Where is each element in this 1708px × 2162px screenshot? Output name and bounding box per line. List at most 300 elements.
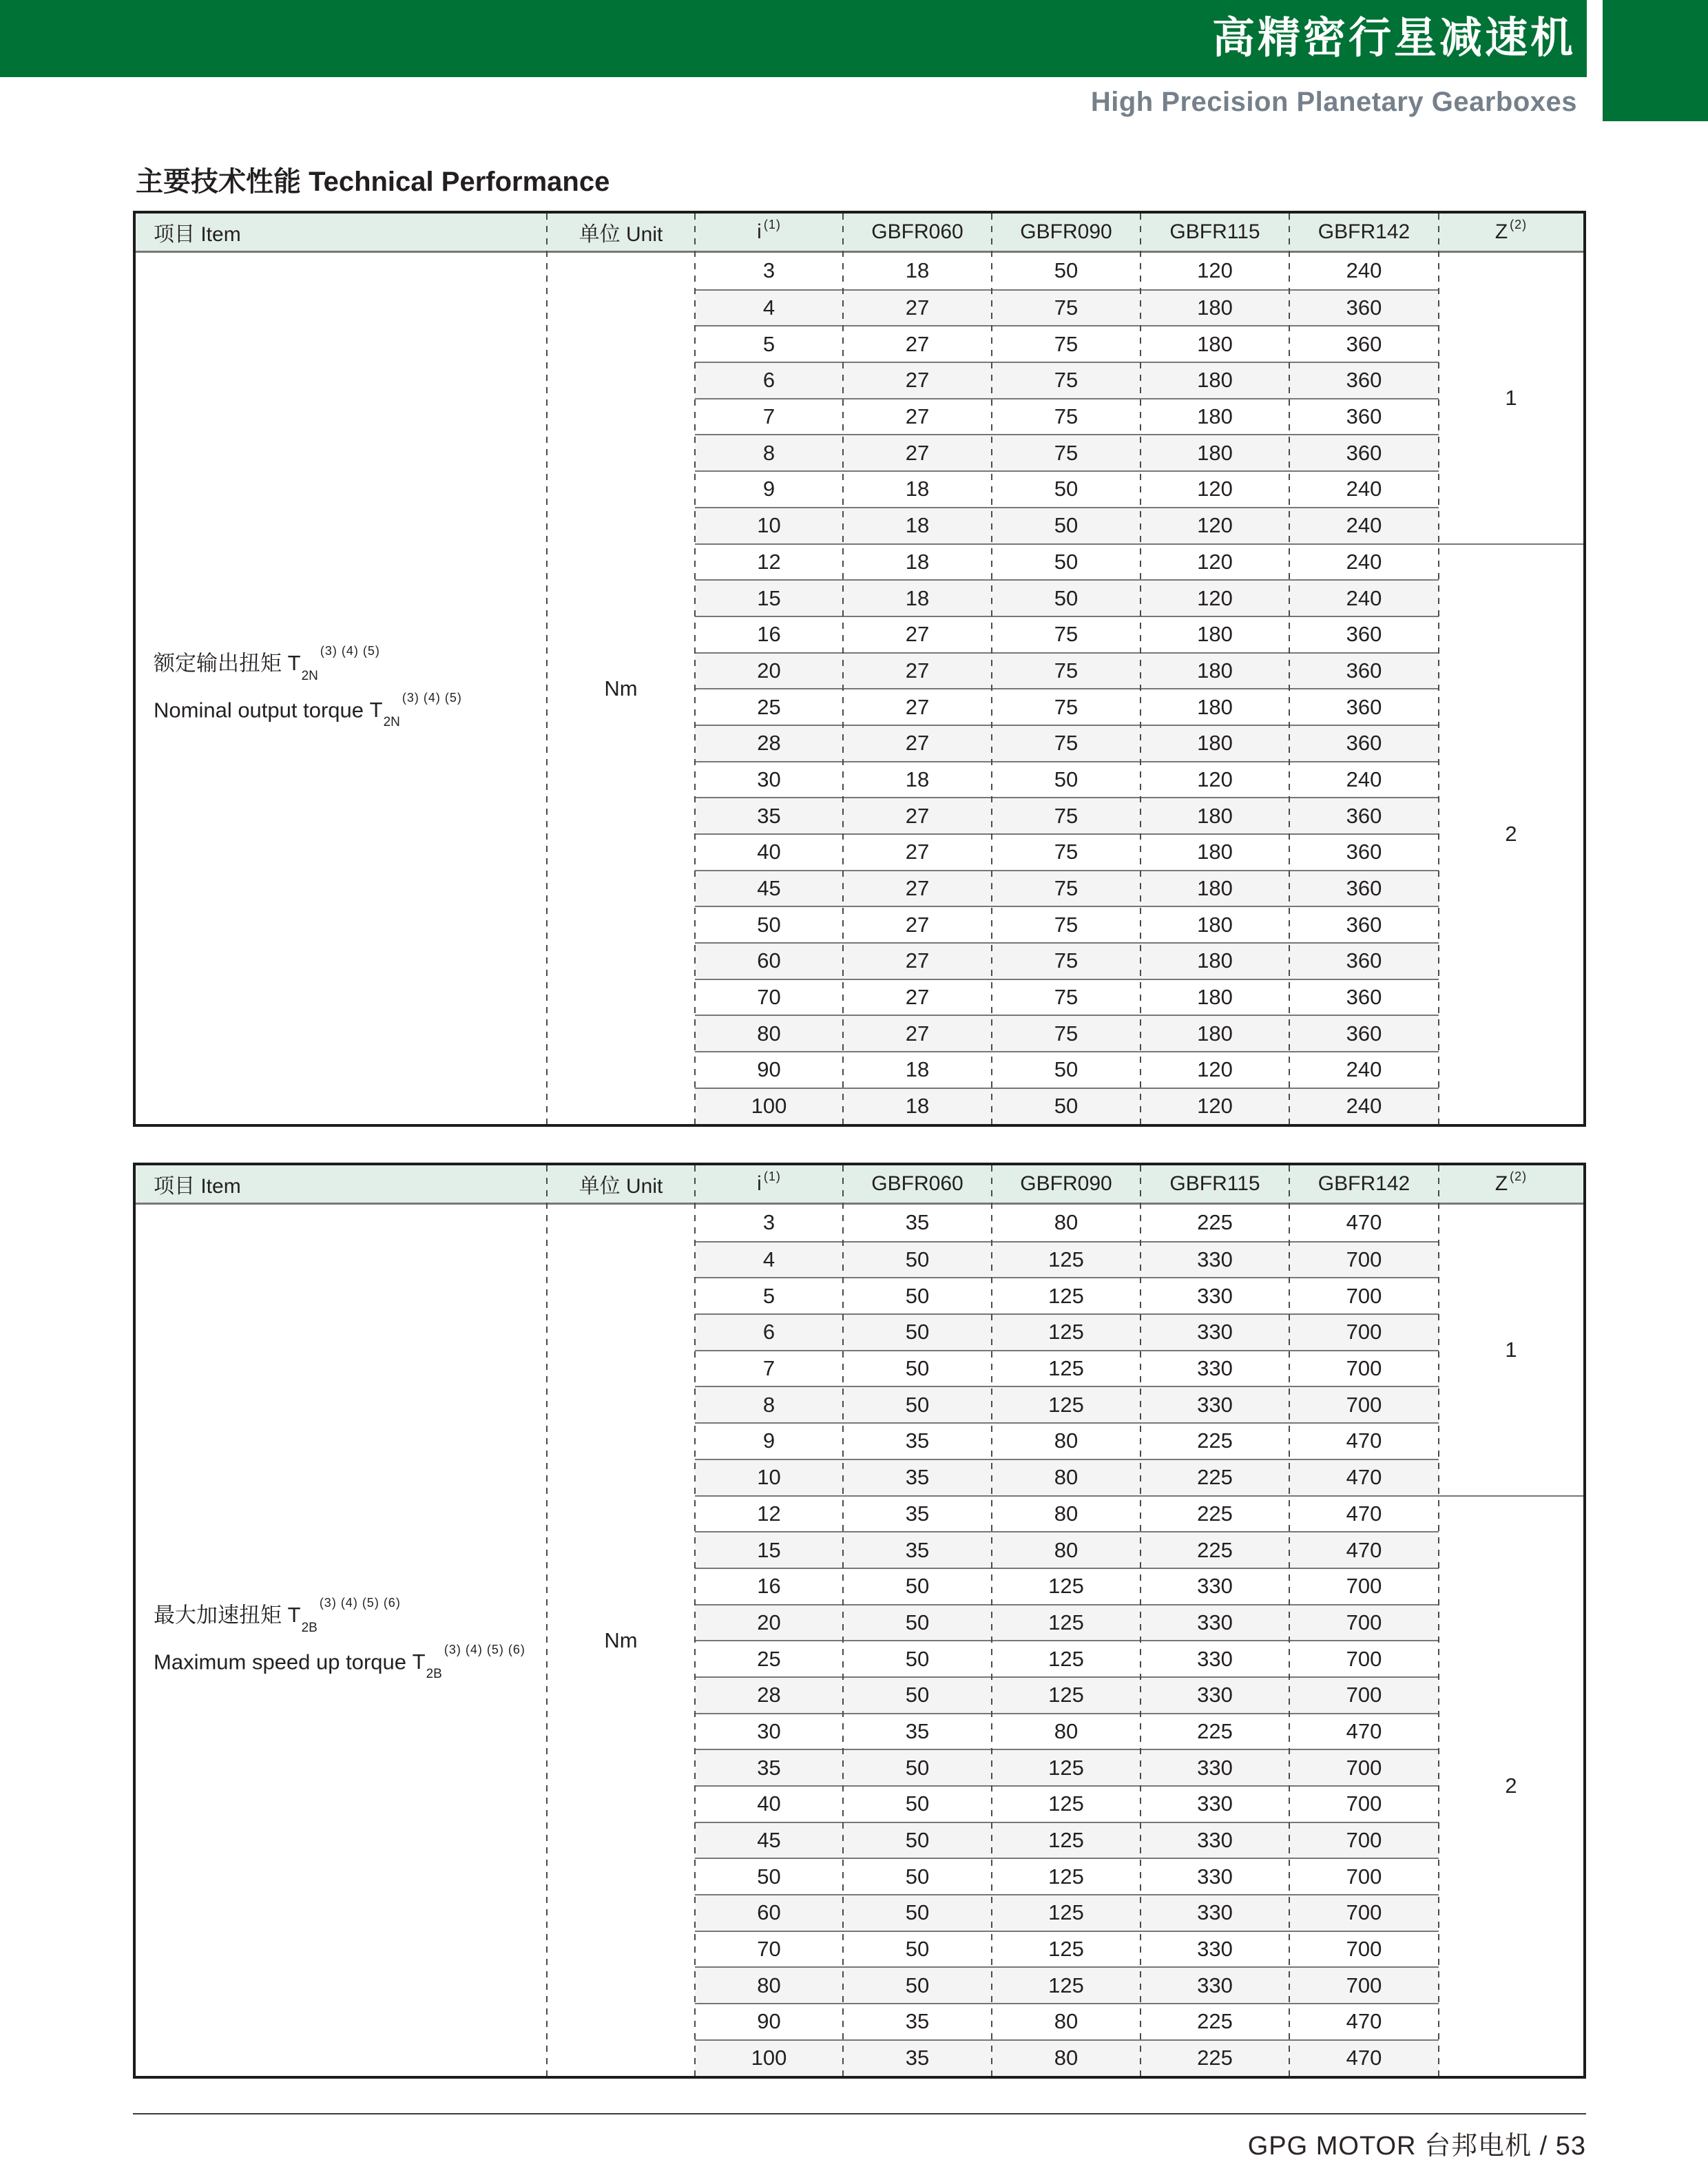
torque-value-cell: 35	[905, 1465, 930, 1490]
item-cell	[136, 253, 547, 1124]
torque-value-cell: 50	[1054, 1057, 1079, 1082]
torque-value-cell: 180	[1197, 1021, 1233, 1046]
torque-value-cell: 50	[1054, 1094, 1079, 1119]
torque-value-cell: 700	[1346, 1755, 1382, 1780]
col-ratio-header	[695, 214, 843, 251]
torque-value-cell: 75	[1054, 912, 1079, 937]
table-row	[695, 434, 1439, 470]
ratio-cell: 6	[762, 368, 775, 393]
torque-value-cell: 18	[905, 767, 930, 791]
item-zh-text: 额定输出扭矩	[154, 651, 282, 676]
table-row	[695, 1205, 1439, 1241]
torque-value-cell: 27	[905, 803, 930, 828]
item-zh-text: 最大加速扭矩	[154, 1603, 282, 1628]
unit-cell: Nm	[604, 1628, 638, 1652]
torque-value-cell: 240	[1346, 1094, 1382, 1119]
torque-value-cell: 80	[1054, 1501, 1079, 1526]
torque-value-cell: 360	[1346, 840, 1382, 864]
table-row	[695, 1713, 1439, 1749]
torque-value-cell: 700	[1346, 1356, 1382, 1381]
torque-value-cell: 50	[905, 1791, 930, 1816]
torque-value-cell: 125	[1048, 1973, 1084, 1997]
ratio-cell: 30	[757, 767, 781, 791]
table-row	[695, 2003, 1439, 2039]
torque-value-cell: 470	[1346, 1465, 1382, 1490]
torque-value-cell: 35	[905, 1501, 930, 1526]
torque-value-cell: 360	[1346, 295, 1382, 320]
torque-value-cell: 470	[1346, 1428, 1382, 1453]
item-footnotes: (3) (4) (5) (6)	[319, 1595, 401, 1610]
maximum-speedup-torque-table	[133, 1163, 1586, 2079]
torque-value-cell: 80	[1054, 1428, 1079, 1453]
torque-symbol: $T_{2N}$	[369, 697, 400, 730]
torque-value-cell: 125	[1048, 1247, 1084, 1272]
torque-value-cell: 700	[1346, 1283, 1382, 1308]
torque-value-cell: 50	[905, 1283, 930, 1308]
torque-value-cell: 225	[1197, 1465, 1233, 1490]
col-item-header: 项目 Item	[154, 223, 241, 246]
ratio-cell: 3	[762, 258, 775, 283]
torque-value-cell: 700	[1346, 1973, 1382, 1997]
torque-value-cell: 360	[1346, 912, 1382, 937]
torque-value-cell: 18	[905, 477, 930, 501]
torque-value-cell: 50	[905, 1392, 930, 1417]
column-separator	[546, 214, 548, 1124]
col-unit-header: 单位 Unit	[579, 1175, 663, 1198]
torque-value-cell: 240	[1346, 1057, 1382, 1082]
torque-value-cell: 360	[1346, 876, 1382, 901]
torque-value-cell: 330	[1197, 1247, 1233, 1272]
table-row	[695, 942, 1439, 979]
header-accent-square	[1603, 0, 1708, 121]
torque-value-cell: 27	[905, 948, 930, 973]
z-header-base: Z	[1494, 220, 1508, 243]
torque-value-cell: 75	[1054, 694, 1079, 719]
torque-value-cell: 360	[1346, 331, 1382, 356]
column-separator	[842, 214, 844, 1124]
table-row	[695, 797, 1439, 833]
page-title: 高精密行星减速机	[1211, 14, 1576, 62]
ratio-cell: 70	[757, 985, 781, 1010]
col-ratio-header	[695, 1165, 843, 1203]
ratio-cell: 4	[762, 295, 775, 320]
torque-value-cell: 225	[1197, 2046, 1233, 2070]
col-unit-header: 单位 Unit	[579, 223, 663, 246]
torque-value-cell: 125	[1048, 1283, 1084, 1308]
torque-value-cell: 700	[1346, 1828, 1382, 1853]
item-cell	[136, 1205, 547, 2076]
torque-value-cell: 50	[1054, 477, 1079, 501]
torque-value-cell: 75	[1054, 440, 1079, 465]
torque-value-cell: 360	[1346, 731, 1382, 756]
torque-value-cell: 27	[905, 985, 930, 1010]
ratio-cell: 10	[757, 1465, 781, 1490]
table-row	[695, 1495, 1439, 1532]
table-row	[695, 652, 1439, 689]
torque-value-cell: 27	[905, 912, 930, 937]
item-label-zh	[154, 1594, 547, 1641]
torque-value-cell: 80	[1054, 1537, 1079, 1562]
torque-value-cell: 18	[905, 1094, 930, 1119]
ratio-cell: 28	[757, 1683, 781, 1707]
torque-value-cell: 50	[1054, 258, 1079, 283]
z-group-label: 1	[1505, 385, 1517, 410]
item-footnotes: (3) (4) (5)	[320, 643, 380, 658]
torque-value-cell: 27	[905, 1021, 930, 1046]
ratio-cell: 60	[757, 948, 781, 973]
column-separator	[991, 214, 992, 1124]
torque-symbol: $T_{2N}$	[287, 651, 318, 683]
column-separator	[991, 1165, 992, 2076]
torque-value-cell: 50	[905, 1356, 930, 1381]
torque-value-cell: 125	[1048, 1610, 1084, 1634]
torque-value-cell: 700	[1346, 1247, 1382, 1272]
column-separator	[694, 1165, 696, 2076]
ratio-cell: 3	[762, 1210, 775, 1235]
torque-value-cell: 225	[1197, 1428, 1233, 1453]
torque-value-cell: 125	[1048, 1574, 1084, 1599]
torque-value-cell: 470	[1346, 1210, 1382, 1235]
table-row	[695, 833, 1439, 870]
table-header-row	[136, 214, 1583, 253]
item-label-en	[154, 689, 547, 736]
col-model-header: GBFR115	[1169, 1172, 1260, 1195]
col-model-header: GBFR090	[1020, 1172, 1112, 1195]
ratio-cell: 25	[757, 694, 781, 719]
ratio-cell: 20	[757, 1610, 781, 1634]
torque-value-cell: 75	[1054, 404, 1079, 429]
ratio-cell: 12	[757, 549, 781, 574]
ratio-cell: 40	[757, 1791, 781, 1816]
torque-value-cell: 18	[905, 549, 930, 574]
table-row	[695, 688, 1439, 725]
torque-value-cell: 360	[1346, 985, 1382, 1010]
torque-value-cell: 27	[905, 694, 930, 719]
torque-value-cell: 360	[1346, 368, 1382, 393]
ratio-cell: 100	[751, 1094, 787, 1119]
ratio-cell: 70	[757, 1937, 781, 1962]
torque-value-cell: 50	[905, 1864, 930, 1889]
ratio-cell: 7	[762, 1356, 775, 1381]
torque-value-cell: 470	[1346, 1501, 1382, 1526]
torque-value-cell: 330	[1197, 1610, 1233, 1634]
table-row	[695, 1568, 1439, 1604]
z-header-footnote: (2)	[1510, 1169, 1528, 1183]
table-row	[695, 616, 1439, 652]
torque-value-cell: 180	[1197, 876, 1233, 901]
table-row	[695, 2039, 1439, 2076]
torque-value-cell: 360	[1346, 803, 1382, 828]
table-row	[695, 1531, 1439, 1568]
col-z-header	[1439, 1165, 1583, 1203]
torque-value-cell: 700	[1346, 1320, 1382, 1344]
ratio-cell: 60	[757, 1900, 781, 1925]
torque-value-cell: 75	[1054, 1021, 1079, 1046]
table-row	[695, 1088, 1439, 1124]
torque-value-cell: 700	[1346, 1646, 1382, 1671]
torque-value-cell: 700	[1346, 1574, 1382, 1599]
torque-value-cell: 50	[905, 1574, 930, 1599]
item-footnotes: (3) (4) (5) (6)	[444, 1642, 525, 1656]
torque-value-cell: 35	[905, 2009, 930, 2034]
ratio-header-base: i	[757, 1172, 762, 1195]
z-column	[1439, 1205, 1583, 2076]
torque-value-cell: 180	[1197, 331, 1233, 356]
torque-value-cell: 330	[1197, 1683, 1233, 1707]
torque-value-cell: 27	[905, 622, 930, 647]
torque-value-cell: 75	[1054, 368, 1079, 393]
torque-value-cell: 27	[905, 840, 930, 864]
ratio-cell: 9	[762, 477, 775, 501]
torque-value-cell: 225	[1197, 1537, 1233, 1562]
ratio-cell: 50	[757, 912, 781, 937]
torque-value-cell: 330	[1197, 1791, 1233, 1816]
torque-rows	[695, 1205, 1439, 2076]
ratio-cell: 10	[757, 513, 781, 538]
table-row	[695, 1894, 1439, 1931]
torque-value-cell: 225	[1197, 2009, 1233, 2034]
torque-value-cell: 50	[905, 1828, 930, 1853]
torque-value-cell: 330	[1197, 1283, 1233, 1308]
torque-value-cell: 50	[1054, 513, 1079, 538]
torque-value-cell: 180	[1197, 840, 1233, 864]
torque-value-cell: 27	[905, 295, 930, 320]
table-row	[695, 1785, 1439, 1822]
torque-value-cell: 180	[1197, 948, 1233, 973]
table-row	[695, 362, 1439, 398]
table-row	[695, 1051, 1439, 1088]
ratio-cell: 45	[757, 876, 781, 901]
torque-value-cell: 120	[1197, 767, 1233, 791]
torque-value-cell: 27	[905, 876, 930, 901]
table-row	[695, 1931, 1439, 1967]
section-title: 主要技术性能 Technical Performance	[136, 167, 610, 197]
torque-value-cell: 18	[905, 258, 930, 283]
column-separator	[1140, 1165, 1141, 2076]
torque-value-cell: 125	[1048, 1791, 1084, 1816]
table-row	[695, 289, 1439, 326]
torque-value-cell: 330	[1197, 1937, 1233, 1962]
torque-value-cell: 35	[905, 1210, 930, 1235]
unit-cell: Nm	[604, 676, 638, 700]
ratio-cell: 80	[757, 1021, 781, 1046]
torque-value-cell: 180	[1197, 404, 1233, 429]
ratio-cell: 8	[762, 1392, 775, 1417]
torque-value-cell: 75	[1054, 622, 1079, 647]
torque-value-cell: 18	[905, 585, 930, 610]
table-row	[695, 906, 1439, 942]
torque-value-cell: 330	[1197, 1864, 1233, 1889]
torque-value-cell: 180	[1197, 368, 1233, 393]
col-model-header: GBFR115	[1169, 220, 1260, 243]
torque-value-cell: 120	[1197, 585, 1233, 610]
torque-value-cell: 27	[905, 331, 930, 356]
table-row	[695, 761, 1439, 798]
column-separator	[1438, 214, 1439, 1124]
torque-value-cell: 330	[1197, 1392, 1233, 1417]
z-header-base: Z	[1494, 1172, 1508, 1195]
header-subtitle: High Precision Planetary Gearboxes	[1090, 87, 1577, 117]
torque-value-cell: 125	[1048, 1356, 1084, 1381]
ratio-cell: 35	[757, 803, 781, 828]
torque-value-cell: 700	[1346, 1791, 1382, 1816]
torque-value-cell: 125	[1048, 1683, 1084, 1707]
torque-value-cell: 50	[905, 1646, 930, 1671]
column-separator	[1438, 1165, 1439, 2076]
torque-value-cell: 240	[1346, 477, 1382, 501]
z-header-footnote: (2)	[1510, 217, 1528, 231]
torque-value-cell: 50	[1054, 767, 1079, 791]
torque-value-cell: 240	[1346, 585, 1382, 610]
torque-value-cell: 180	[1197, 658, 1233, 683]
ratio-cell: 30	[757, 1718, 781, 1743]
table-row	[695, 470, 1439, 507]
footer-divider	[133, 2113, 1586, 2114]
torque-value-cell: 75	[1054, 731, 1079, 756]
header-bar	[0, 0, 1587, 77]
torque-value-cell: 125	[1048, 1646, 1084, 1671]
torque-value-cell: 330	[1197, 1900, 1233, 1925]
torque-value-cell: 125	[1048, 1755, 1084, 1780]
ratio-cell: 12	[757, 1501, 781, 1526]
ratio-cell: 40	[757, 840, 781, 864]
ratio-cell: 90	[757, 1057, 781, 1082]
table-row	[695, 1966, 1439, 2003]
ratio-cell: 6	[762, 1320, 775, 1344]
torque-value-cell: 700	[1346, 1683, 1382, 1707]
ratio-cell: 16	[757, 1574, 781, 1599]
torque-value-cell: 470	[1346, 2009, 1382, 2034]
table-row	[695, 325, 1439, 362]
torque-value-cell: 120	[1197, 1057, 1233, 1082]
torque-value-cell: 360	[1346, 440, 1382, 465]
torque-value-cell: 330	[1197, 1574, 1233, 1599]
torque-value-cell: 75	[1054, 331, 1079, 356]
ratio-cell: 5	[762, 331, 775, 356]
ratio-cell: 8	[762, 440, 775, 465]
torque-value-cell: 27	[905, 658, 930, 683]
torque-value-cell: 125	[1048, 1900, 1084, 1925]
col-model-header: GBFR090	[1020, 220, 1112, 243]
column-separator	[1289, 214, 1290, 1124]
torque-value-cell: 75	[1054, 840, 1079, 864]
torque-value-cell: 240	[1346, 549, 1382, 574]
ratio-cell: 15	[757, 585, 781, 610]
z-column	[1439, 253, 1583, 1124]
torque-value-cell: 470	[1346, 1718, 1382, 1743]
nominal-output-torque-table	[133, 211, 1586, 1127]
torque-value-cell: 180	[1197, 694, 1233, 719]
torque-value-cell: 125	[1048, 1828, 1084, 1853]
z-group-label: 2	[1439, 543, 1583, 1124]
col-model-header: GBFR142	[1318, 1172, 1410, 1195]
torque-value-cell: 50	[1054, 585, 1079, 610]
torque-value-cell: 225	[1197, 1210, 1233, 1235]
item-label-zh	[154, 642, 547, 689]
table-row	[695, 1015, 1439, 1051]
torque-value-cell: 75	[1054, 295, 1079, 320]
torque-value-cell: 700	[1346, 1900, 1382, 1925]
item-en-text: Maximum speed up torque	[154, 1649, 407, 1674]
torque-value-cell: 700	[1346, 1610, 1382, 1634]
table-row	[695, 1822, 1439, 1858]
torque-value-cell: 700	[1346, 1392, 1382, 1417]
table-header-row	[136, 1165, 1583, 1205]
col-z-header	[1439, 214, 1583, 251]
torque-value-cell: 120	[1197, 513, 1233, 538]
column-separator	[842, 1165, 844, 2076]
torque-value-cell: 360	[1346, 658, 1382, 683]
ratio-cell: 45	[757, 1828, 781, 1853]
table-row	[695, 1350, 1439, 1386]
torque-value-cell: 180	[1197, 985, 1233, 1010]
torque-value-cell: 27	[905, 368, 930, 393]
col-model-header: GBFR060	[871, 1172, 964, 1195]
torque-rows	[695, 253, 1439, 1124]
table-row	[695, 398, 1439, 435]
ratio-cell: 4	[762, 1247, 775, 1272]
torque-value-cell: 180	[1197, 295, 1233, 320]
torque-value-cell: 180	[1197, 622, 1233, 647]
table-row	[695, 1640, 1439, 1676]
torque-value-cell: 180	[1197, 440, 1233, 465]
table-row	[695, 1386, 1439, 1422]
column-separator	[1140, 214, 1141, 1124]
torque-value-cell: 240	[1346, 258, 1382, 283]
torque-value-cell: 240	[1346, 767, 1382, 791]
torque-value-cell: 80	[1054, 1210, 1079, 1235]
col-item-header: 项目 Item	[154, 1175, 241, 1198]
ratio-cell: 80	[757, 1973, 781, 1997]
torque-value-cell: 35	[905, 1537, 930, 1562]
ratio-cell: 28	[757, 731, 781, 756]
torque-value-cell: 330	[1197, 1828, 1233, 1853]
torque-value-cell: 27	[905, 731, 930, 756]
torque-value-cell: 330	[1197, 1755, 1233, 1780]
table-row	[695, 1422, 1439, 1459]
torque-value-cell: 120	[1197, 477, 1233, 501]
torque-value-cell: 330	[1197, 1320, 1233, 1344]
ratio-cell: 100	[751, 2046, 787, 2070]
column-separator	[546, 1165, 548, 2076]
torque-value-cell: 50	[905, 1755, 930, 1780]
torque-value-cell: 75	[1054, 948, 1079, 973]
table-row	[695, 1277, 1439, 1313]
torque-value-cell: 330	[1197, 1646, 1233, 1671]
torque-value-cell: 360	[1346, 694, 1382, 719]
torque-value-cell: 125	[1048, 1937, 1084, 1962]
torque-value-cell: 120	[1197, 1094, 1233, 1119]
torque-value-cell: 360	[1346, 622, 1382, 647]
torque-value-cell: 700	[1346, 1937, 1382, 1962]
table-row	[695, 979, 1439, 1015]
torque-symbol: $T_{2B}$	[412, 1649, 442, 1682]
torque-value-cell: 50	[905, 1683, 930, 1707]
torque-value-cell: 180	[1197, 803, 1233, 828]
table-row	[695, 1676, 1439, 1713]
col-model-header: GBFR142	[1318, 220, 1410, 243]
torque-value-cell: 240	[1346, 513, 1382, 538]
table-row	[695, 870, 1439, 906]
torque-value-cell: 80	[1054, 1465, 1079, 1490]
z-group-label: 1	[1505, 1337, 1517, 1362]
torque-value-cell: 360	[1346, 948, 1382, 973]
torque-value-cell: 120	[1197, 549, 1233, 574]
torque-value-cell: 18	[905, 1057, 930, 1082]
ratio-cell: 25	[757, 1646, 781, 1671]
z-group-label: 2	[1439, 1495, 1583, 2076]
torque-value-cell: 35	[905, 1718, 930, 1743]
